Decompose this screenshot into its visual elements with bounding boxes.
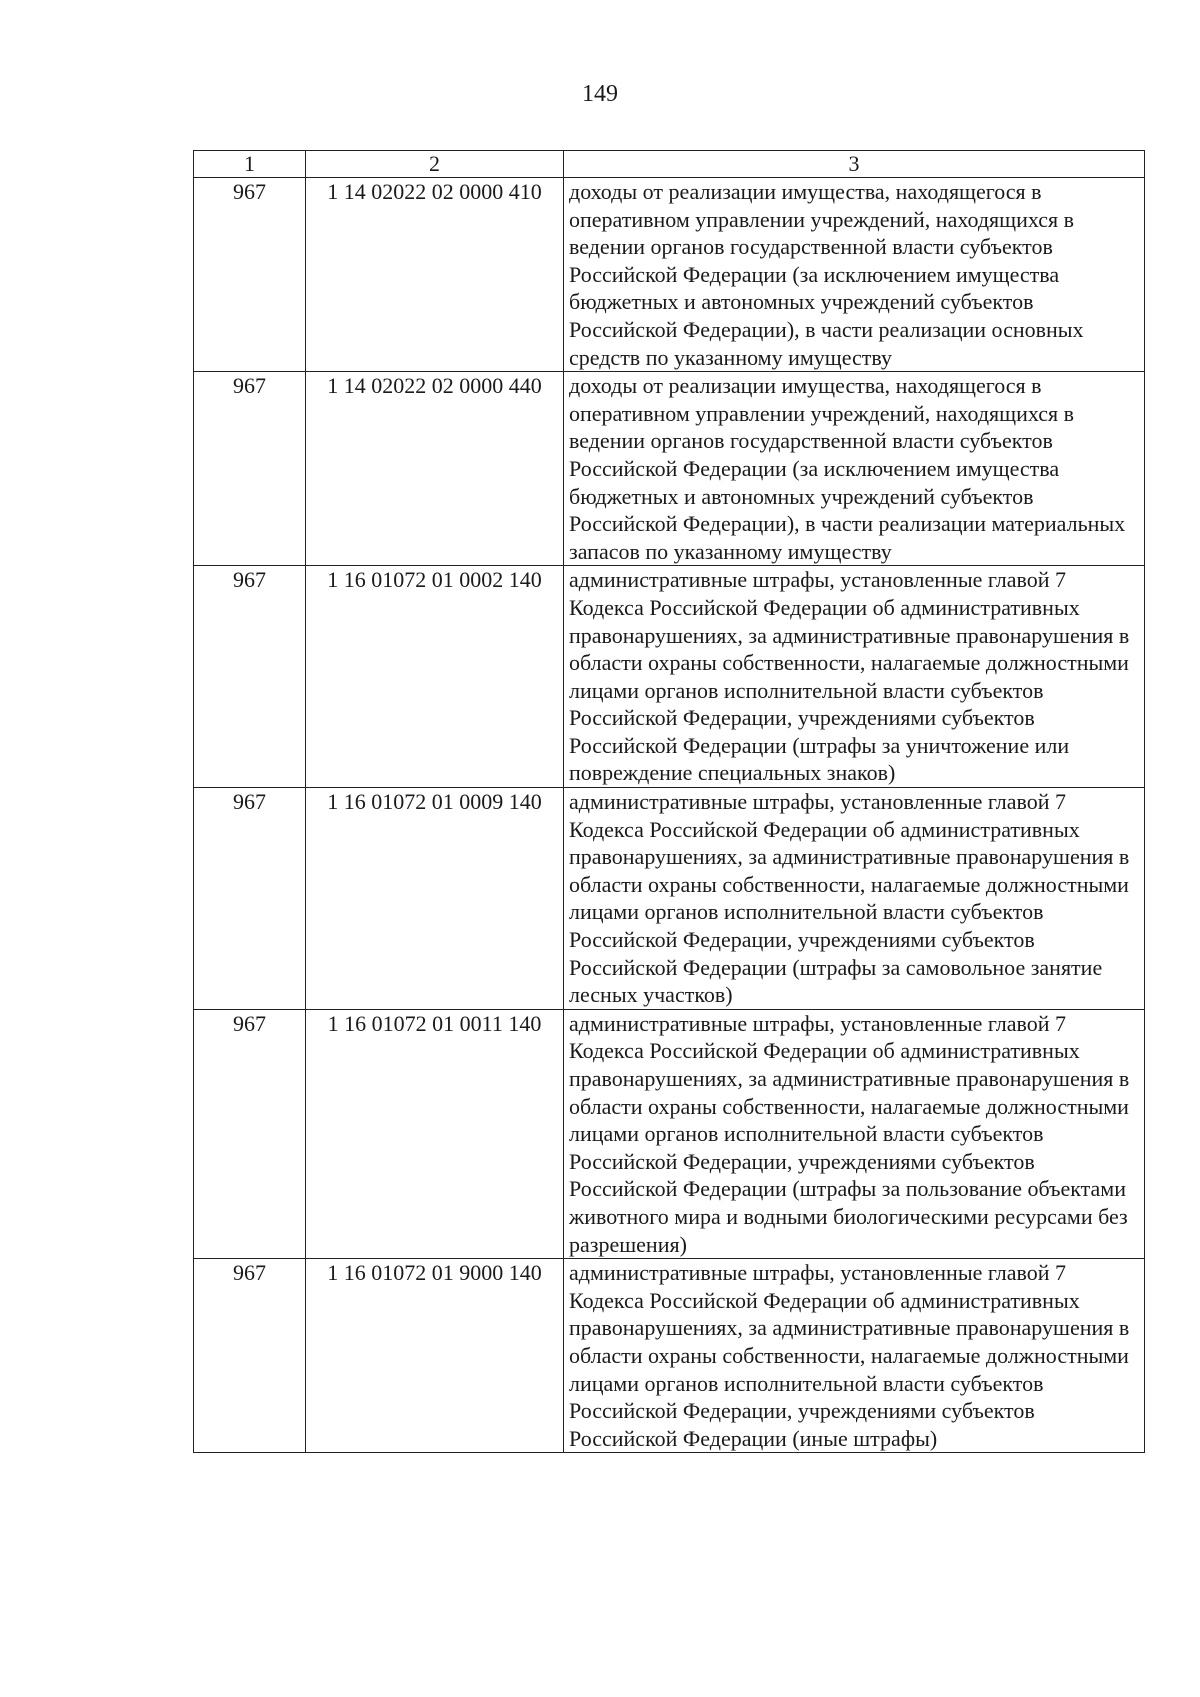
revenue-code-cell: 1 14 02022 02 0000 410 [306, 178, 564, 372]
revenue-code-cell: 1 14 02022 02 0000 440 [306, 372, 564, 566]
column-header-3: 3 [564, 151, 1145, 178]
revenue-code-cell: 1 16 01072 01 0009 140 [306, 788, 564, 1010]
table-row [194, 788, 1145, 1010]
table-row [194, 1259, 1145, 1453]
administrator-code-cell: 967 [194, 372, 306, 566]
column-header-1: 1 [194, 151, 306, 178]
table-row [194, 1009, 1145, 1258]
table-row [194, 178, 1145, 372]
administrator-code-cell: 967 [194, 1259, 306, 1453]
description-cell: доходы от реализации имущества, находящегося в оперативном управлении учреждений, находящихся в ведении органов государственной власти субъектов Российской Федерации (за исключением имущества бюджетных и автономных учреждений субъектов Российской Федерации), в части реализации основных средств по указанному имуществу [564, 178, 1145, 372]
revenue-code-cell: 1 16 01072 01 0002 140 [306, 566, 564, 788]
administrator-code-cell: 967 [194, 566, 306, 788]
revenue-code-cell: 1 16 01072 01 9000 140 [306, 1259, 564, 1453]
column-header-2: 2 [306, 151, 564, 178]
table-header-row [194, 151, 1145, 178]
page-number: 149 [582, 81, 618, 107]
description-cell: административные штрафы, установленные главой 7 Кодекса Российской Федерации об административных правонарушениях, за административные правонарушения в области охраны собственности, налагаемые должностными лицами органов исполнительной власти субъектов Российской Федерации, учреждениями субъектов Российской Федерации (штрафы за пользование объектами животного мира и водными биологическими ресурсами без разрешения) [564, 1009, 1145, 1258]
table-row [194, 566, 1145, 788]
description-cell: доходы от реализации имущества, находящегося в оперативном управлении учреждений, находящихся в ведении органов государственной власти субъектов Российской Федерации (за исключением имущества бюджетных и автономных учреждений субъектов Российской Федерации), в части реализации материальных запасов по указанному имуществу [564, 372, 1145, 566]
administrator-code-cell: 967 [194, 788, 306, 1010]
revenue-codes-table [193, 150, 1145, 1453]
administrator-code-cell: 967 [194, 1009, 306, 1258]
description-cell: административные штрафы, установленные главой 7 Кодекса Российской Федерации об административных правонарушениях, за административные правонарушения в области охраны собственности, налагаемые должностными лицами органов исполнительной власти субъектов Российской Федерации, учреждениями субъектов Российской Федерации (штрафы за уничтожение или повреждение специальных знаков) [564, 566, 1145, 788]
administrator-code-cell: 967 [194, 178, 306, 372]
table-row [194, 372, 1145, 566]
revenue-code-cell: 1 16 01072 01 0011 140 [306, 1009, 564, 1258]
description-cell: административные штрафы, установленные главой 7 Кодекса Российской Федерации об административных правонарушениях, за административные правонарушения в области охраны собственности, налагаемые должностными лицами органов исполнительной власти субъектов Российской Федерации, учреждениями субъектов Российской Федерации (штрафы за самовольное занятие лесных участков) [564, 788, 1145, 1010]
description-cell: административные штрафы, установленные главой 7 Кодекса Российской Федерации об административных правонарушениях, за административные правонарушения в области охраны собственности, налагаемые должностными лицами органов исполнительной власти субъектов Российской Федерации, учреждениями субъектов Российской Федерации (иные штрафы) [564, 1259, 1145, 1453]
